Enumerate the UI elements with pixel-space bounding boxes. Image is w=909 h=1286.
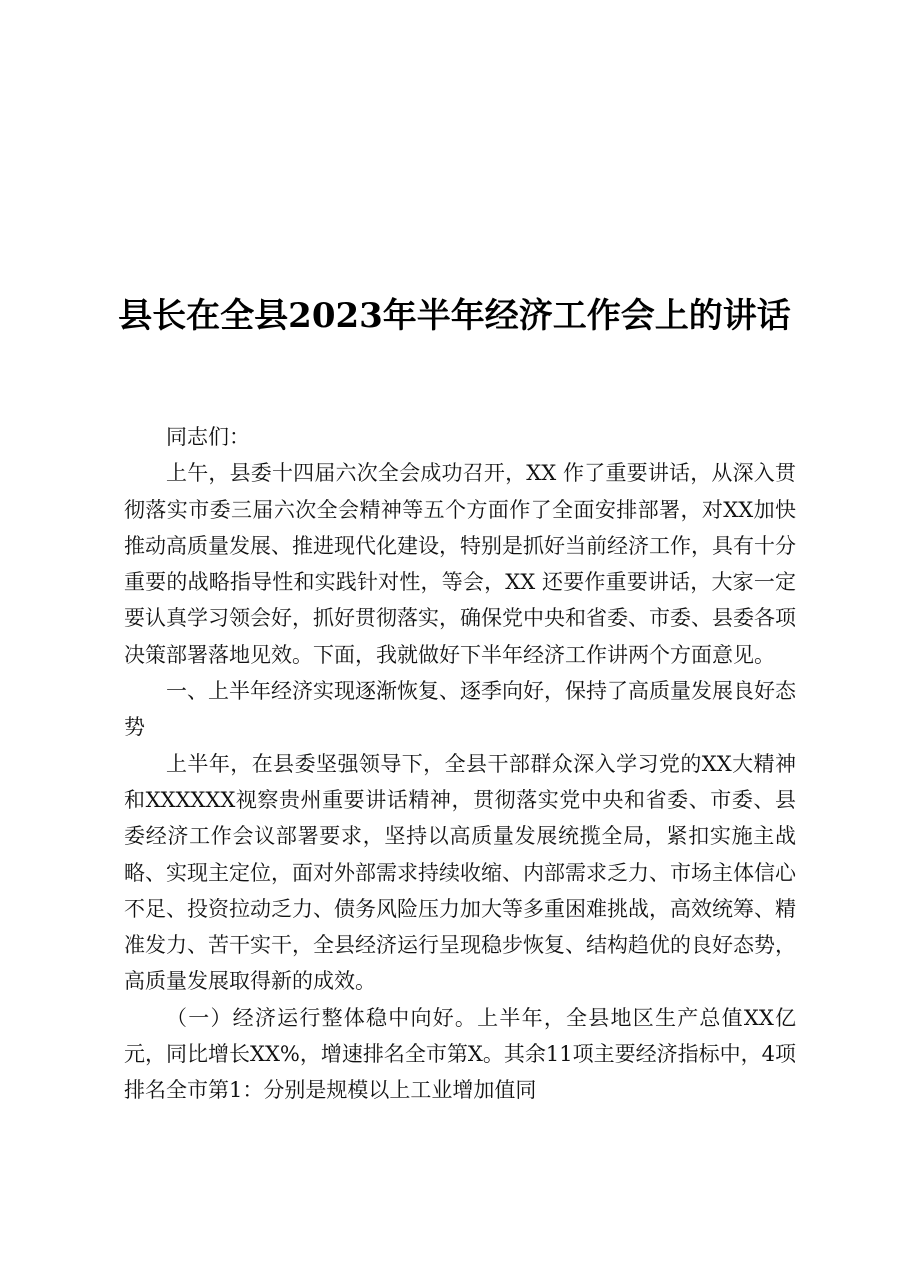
section-heading-1: 一、上半年经济实现逐渐恢复、逐季向好，保持了高质量发展良好态势 xyxy=(124,679,796,740)
section-1-paragraph: 上半年，在县委坚强领导下，全县干部群众深入学习党的XX大精神和XXXXXX视察贵州重要讲话精神，贯彻落实党中央和省委、市委、县委经济工作会议部署要求，坚持以高质量发展统揽全局，紧扣实施主战略、实现主定位，面对外部需求持续收缩、内部需求乏力、市场主体信心不足、投资拉动乏力、债务风险压力加大等多重困难挑战，高效统筹、精准发力、苦干实干，全县经济运行呈现稳步恢复、结构趋优的良好态势，高质量发展取得新的成效。 xyxy=(124,751,796,994)
document-body xyxy=(124,419,796,1109)
intro-paragraph: 上午，县委十四届六次全会成功召开，XX 作了重要讲话，从深入贯彻落实市委三届六次全会精神等五个方面作了全面安排部署，对XX加快推动高质量发展、推进现代化建设，特别是抓好当前经济工作，具有十分重要的战略指导性和实践针对性，等会，XX 还要作重要讲话，大家一定要认真学习领会好，抓好贯彻落实，确保党中央和省委、市委、县委各项决策部署落地见效。下面，我就做好下半年经济工作讲两个方面意见。 xyxy=(124,461,796,667)
salutation-paragraph: 同志们： xyxy=(166,425,250,449)
document-title: 县长在全县2023年半年经济工作会上的讲话 xyxy=(118,296,791,336)
subsection-1-paragraph: （一）经济运行整体稳中向好。上半年，全县地区生产总值XX亿元，同比增长XX%，增速排名全市第X。其余11项主要经济指标中，4项排名全市第1：分别是规模以上工业增加值同 xyxy=(124,1005,796,1103)
